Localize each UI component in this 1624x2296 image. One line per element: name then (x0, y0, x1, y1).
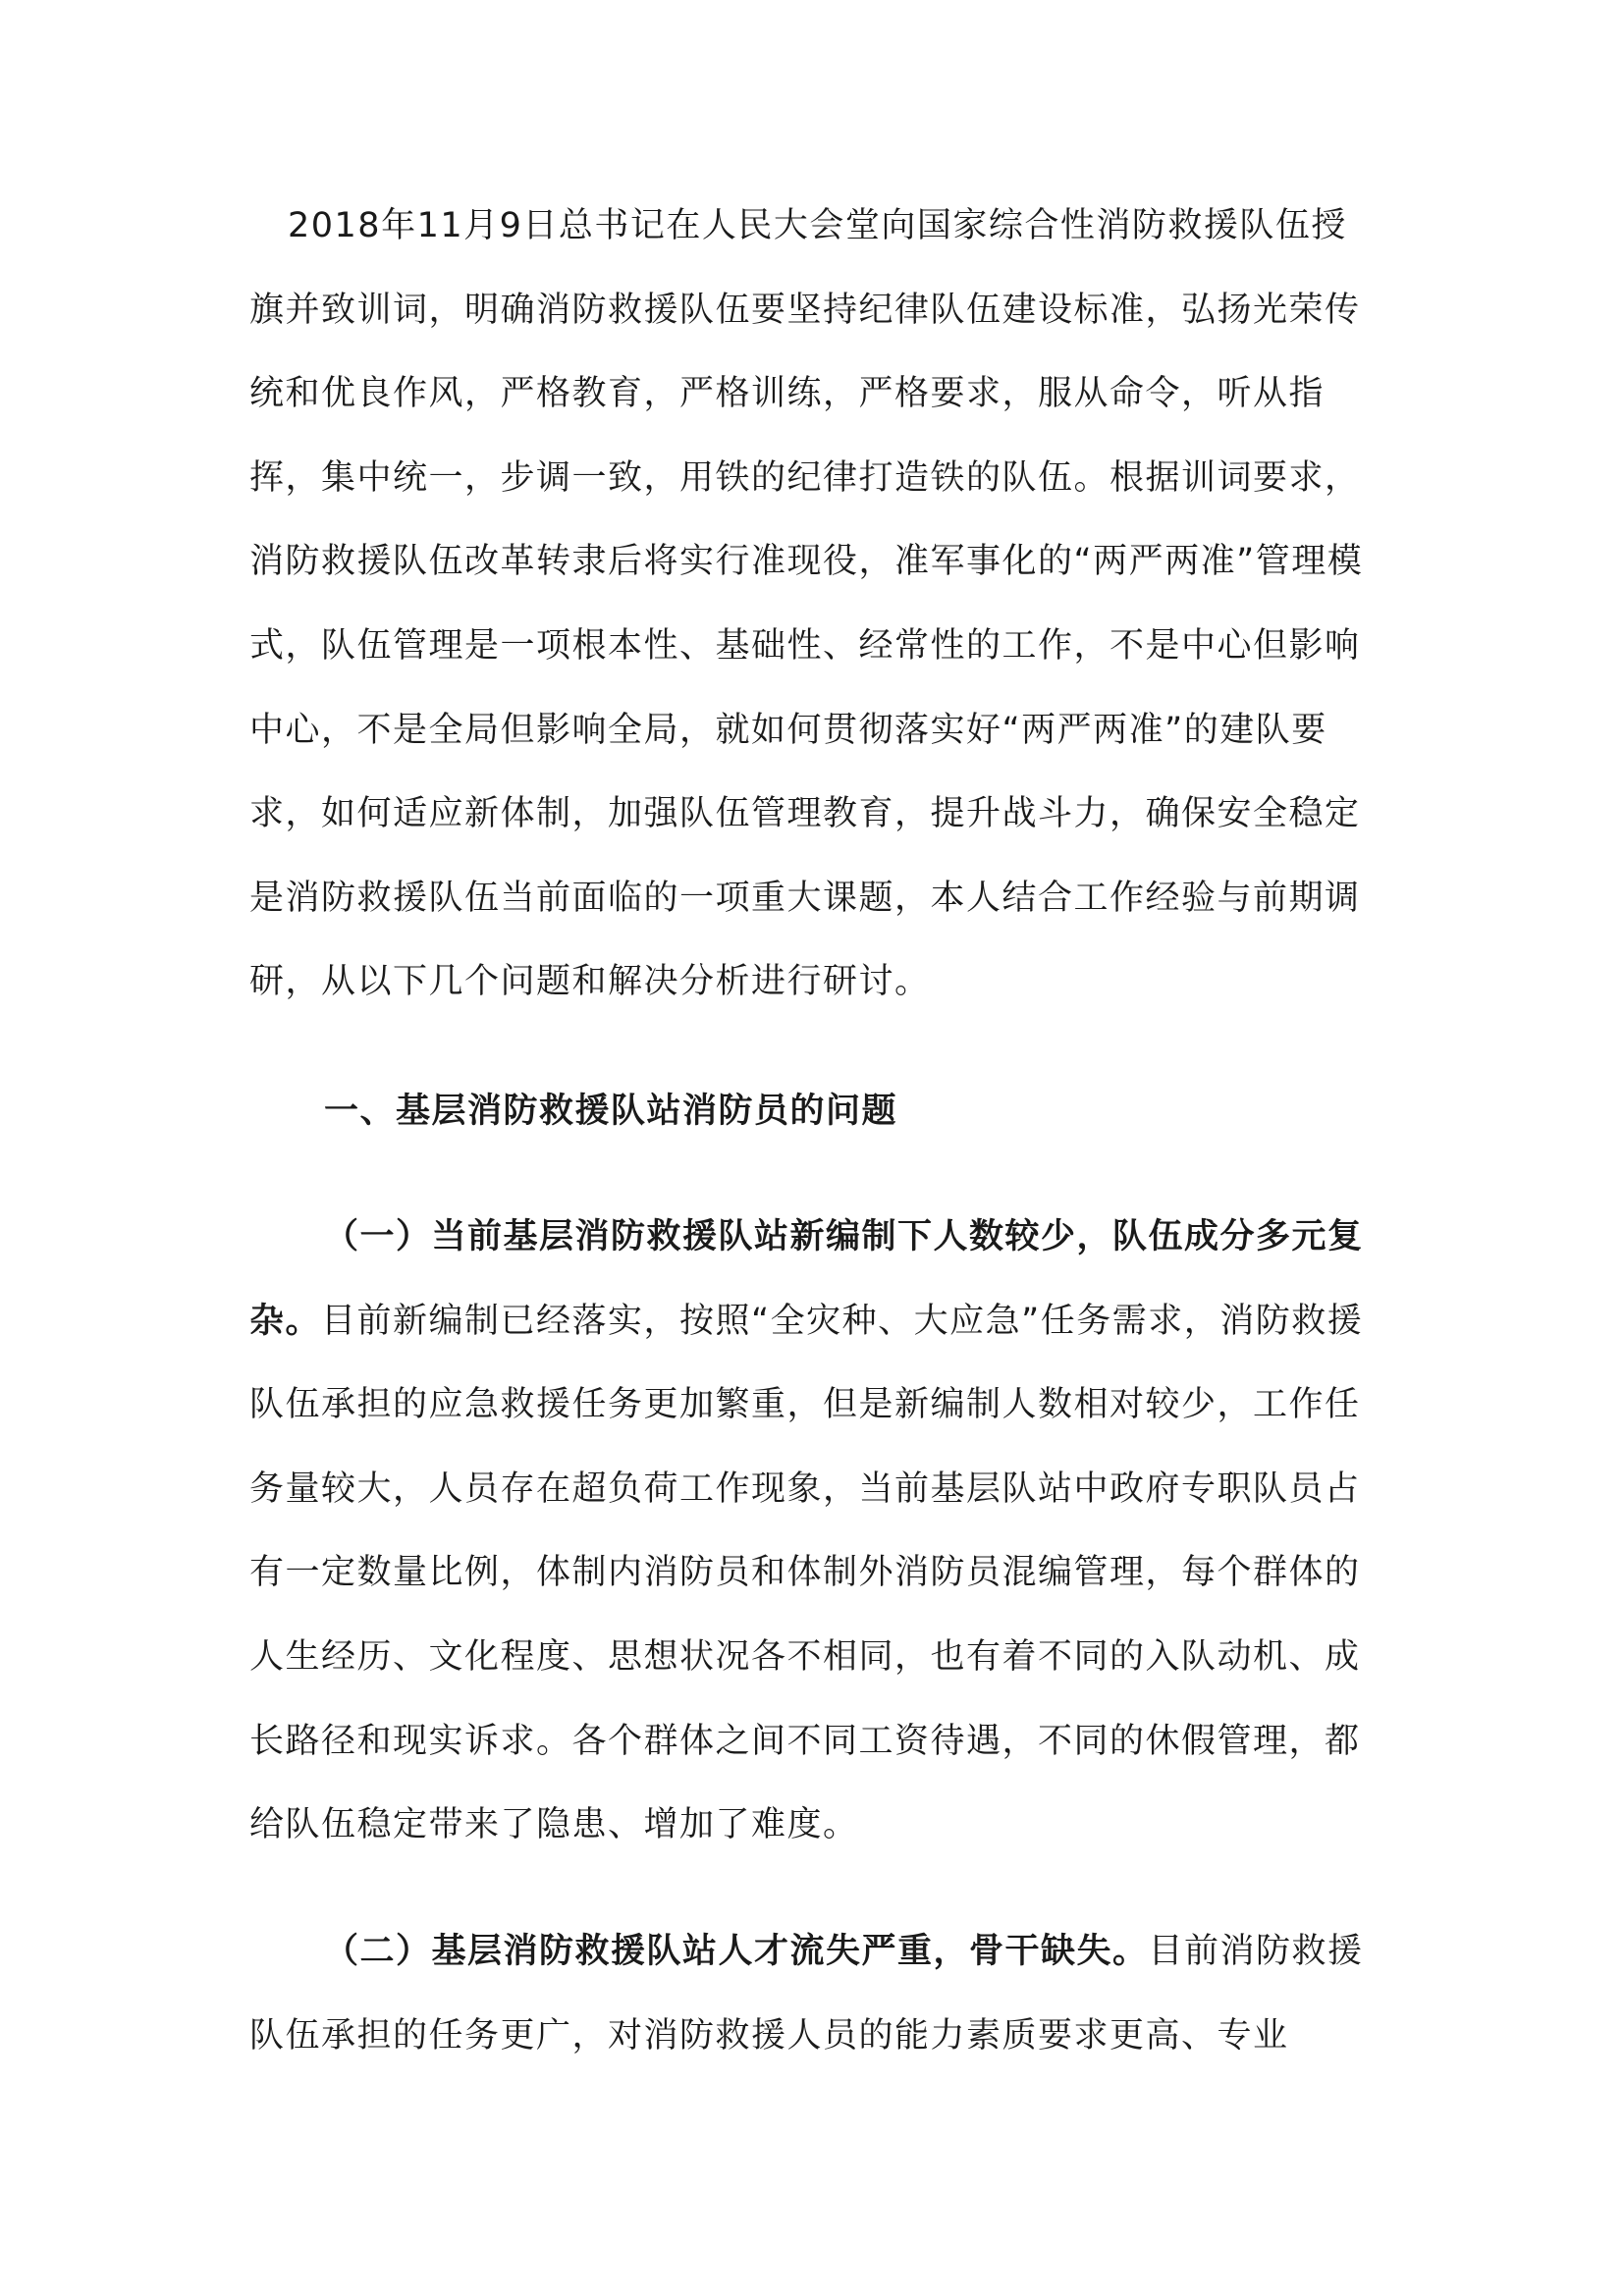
subsection-1-paragraph (249, 1196, 1369, 1868)
subsection-2-paragraph (249, 1910, 1369, 2078)
subsection-2-title: （二）基层消防救援队站人才流失严重，骨干缺失。 (324, 1932, 1149, 1971)
subsection-2-body: 目前消防救援队伍承担的任务更广，对消防救援人员的能力素质要求更高、专业 (249, 1932, 1364, 2056)
section-heading: 一、基层消防救援队站消防员的问题 (324, 1092, 898, 1131)
intro-paragraph: 2018年11月9日总书记在人民大会堂向国家综合性消防救援队伍授旗并致训词，明确消防救援队伍要坚持纪律队伍建设标准，弘扬光荣传统和优良作风，严格教育，严格训练，严格要求，服从命令，听从指挥，集中统一，步调一致，用铁的纪律打造铁的队伍。根据训词要求，消防救援队伍改革转隶后将实行准现役，准军事化的“两严两准”管理模式，队伍管理是一项根本性、基础性、经常性的工作，不是中心但影响中心，不是全局但影响全局，就如何贯彻落实好“两严两准”的建队要求，如何适应新体制，加强队伍管理教育，提升战斗力，确保安全稳定是消防救援队伍当前面临的一项重大课题，本人结合工作经验与前期调研，从以下几个问题和解决分析进行研讨。 (249, 206, 1364, 1002)
subsection-1-body: 目前新编制已经落实，按照“全灾种、大应急”任务需求，消防救援队伍承担的应急救援任务更加繁重，但是新编制人数相对较少，工作任务量较大，人员存在超负荷工作现象，当前基层队站中政府专职队员占有一定数量比例，体制内消防员和体制外消防员混编管理，每个群体的人生经历、文化程度、思想状况各不相同，也有着不同的入队动机、成长路径和现实诉求。各个群体之间不同工资待遇，不同的休假管理，都给队伍稳定带来了隐患、增加了难度。 (249, 1301, 1364, 1845)
subsection-1-title: （一）当前基层消防救援队站新编制下人数较少，队伍成分多元复杂。 (249, 1217, 1364, 1341)
